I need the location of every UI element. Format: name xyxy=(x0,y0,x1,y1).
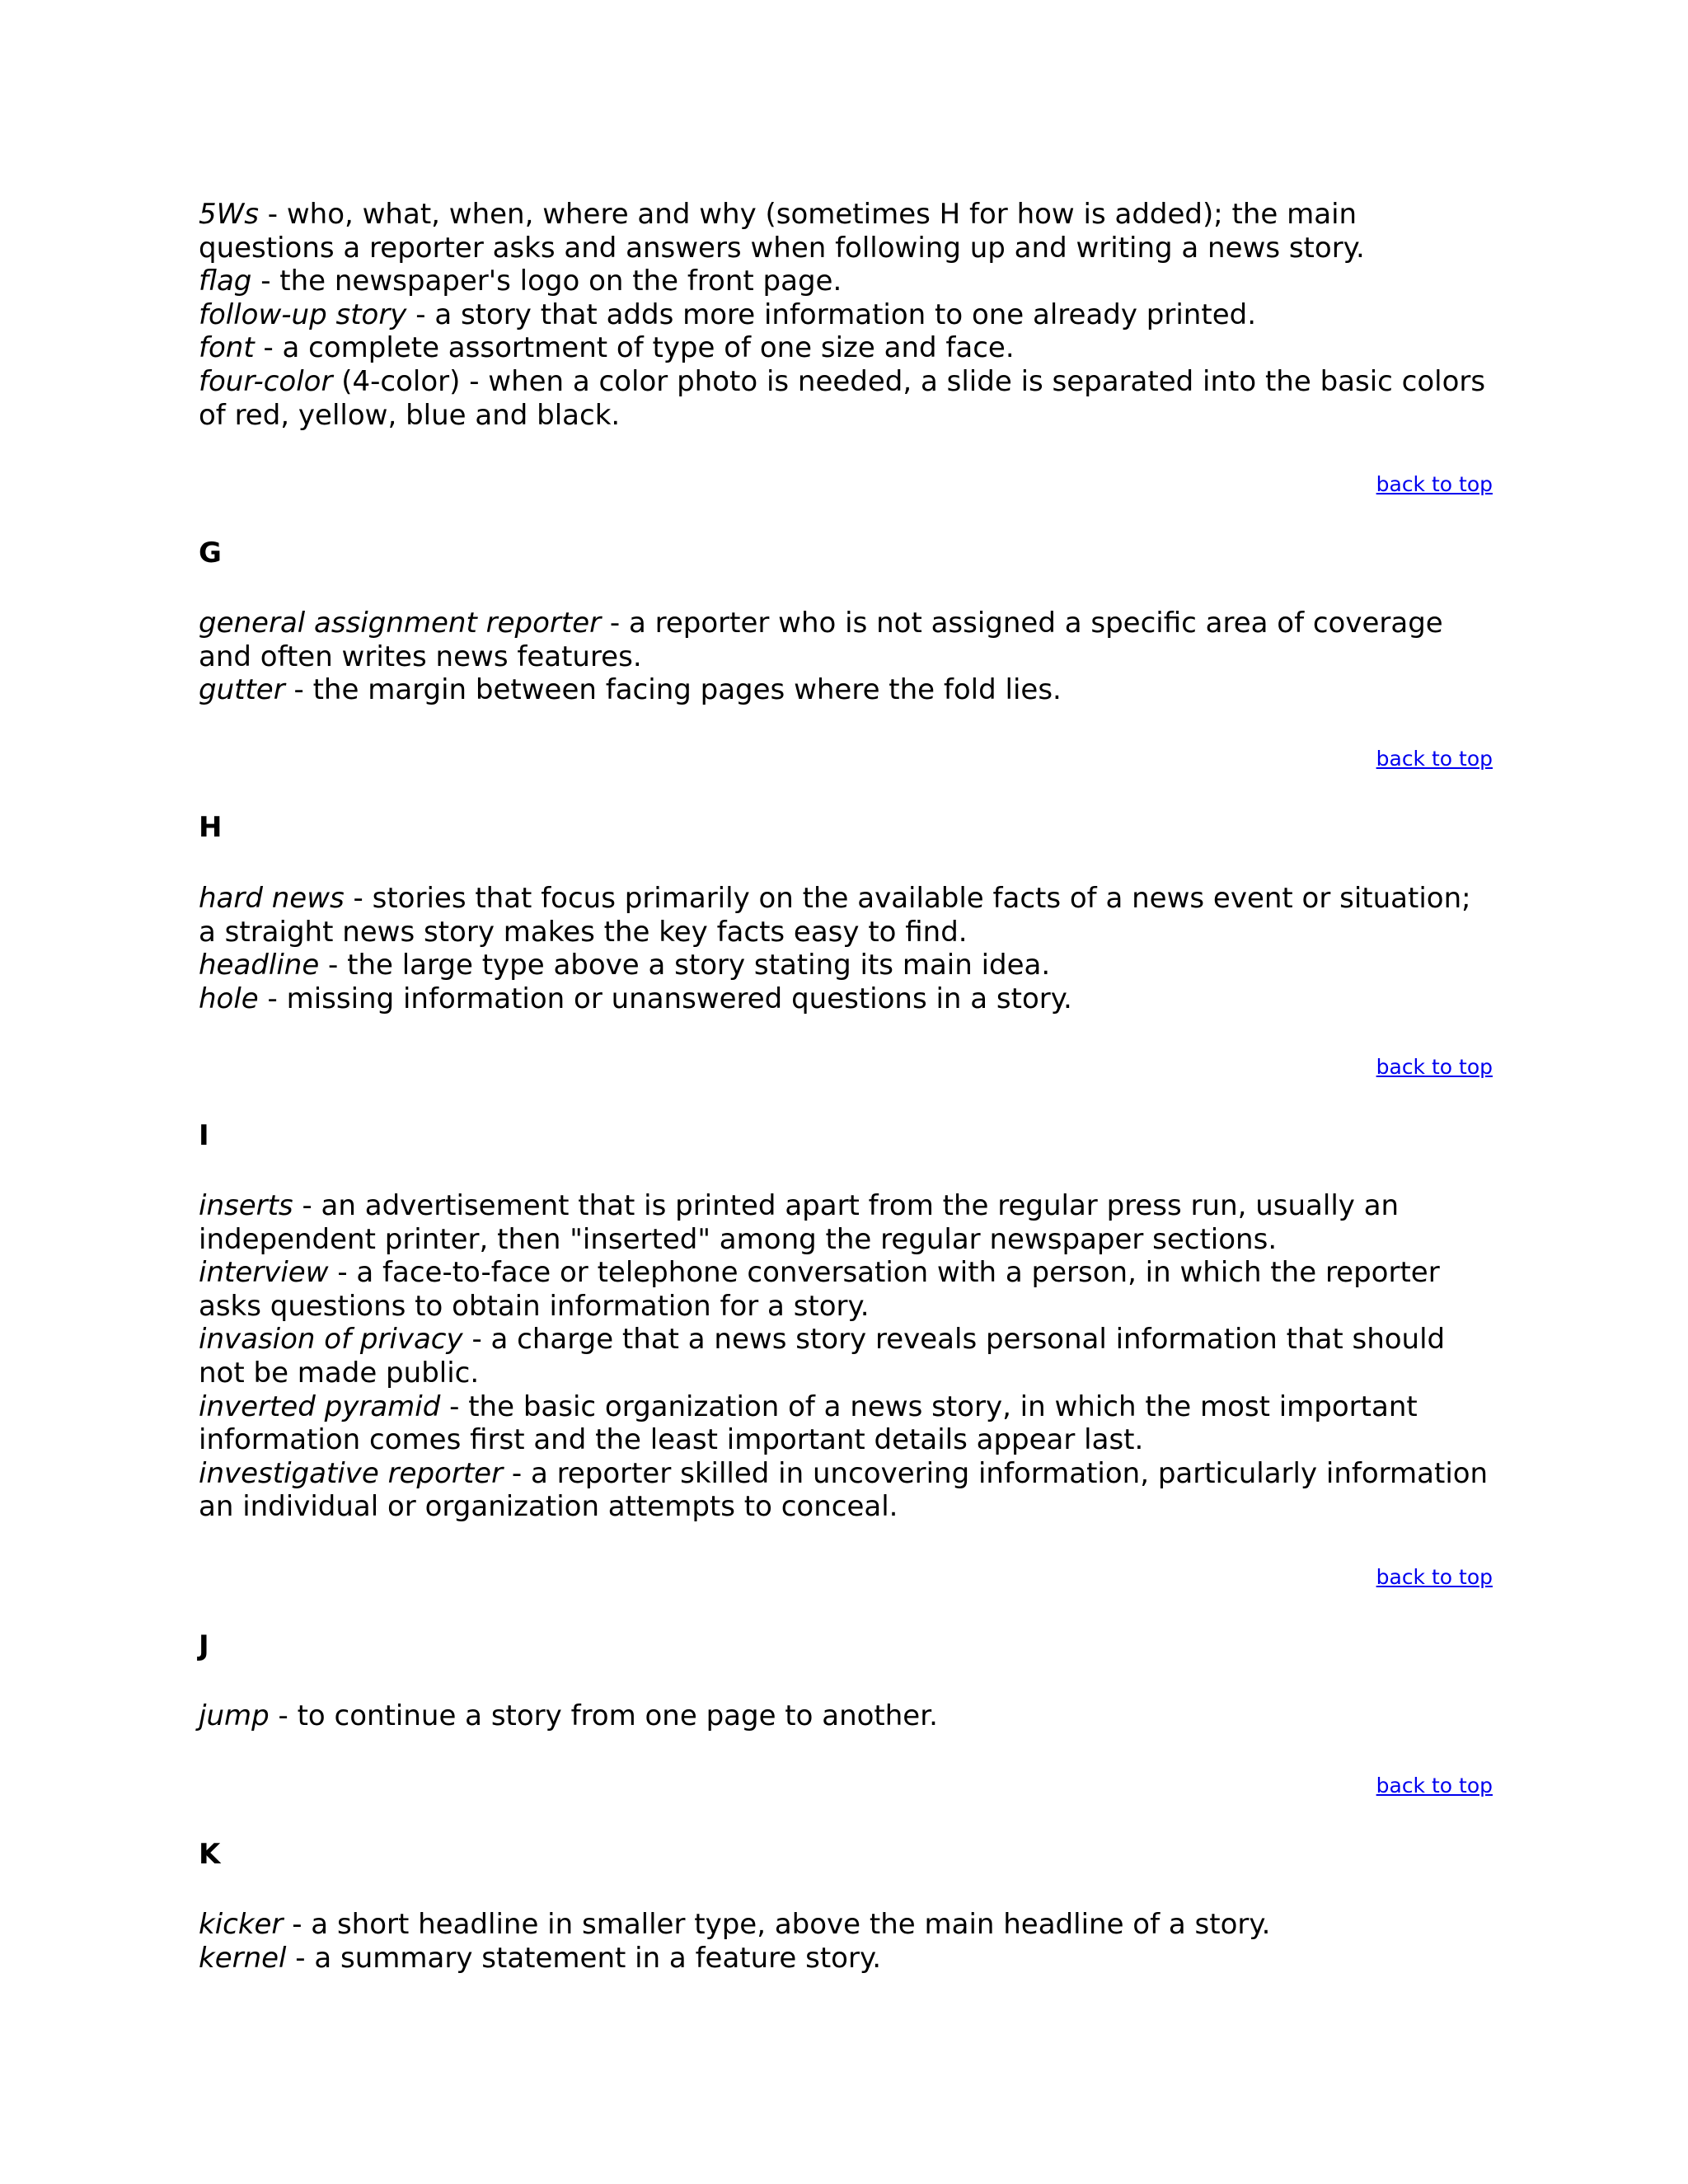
section-k-entries xyxy=(199,1908,1493,1975)
glossary-entry-kernel xyxy=(199,1942,1493,1975)
back-to-top-link[interactable]: back to top xyxy=(1376,472,1493,496)
glossary-term: inverted pyramid xyxy=(199,1390,441,1423)
glossary-definition: - the newspaper's logo on the front page. xyxy=(251,265,842,298)
section-heading-j: J xyxy=(199,1629,209,1662)
glossary-entry-jump xyxy=(199,1699,1493,1733)
glossary-entry-hard-news xyxy=(199,882,1493,949)
section-heading-h: H xyxy=(199,811,223,844)
glossary-definition: - a face-to-face or telephone conversation with a person, in which the reporter asks questions to obtain information for a story. xyxy=(199,1256,1440,1323)
glossary-entry-gutter xyxy=(199,673,1493,707)
glossary-definition: - the large type above a story stating its main idea. xyxy=(319,949,1051,982)
glossary-term: four-color xyxy=(199,364,333,398)
glossary-term: headline xyxy=(199,949,320,982)
glossary-entry-investigative-reporter xyxy=(199,1457,1493,1524)
glossary-term: flag xyxy=(199,265,252,298)
glossary-term: inserts xyxy=(199,1189,293,1222)
glossary-term: general assignment reporter xyxy=(199,607,602,640)
glossary-term: invasion of privacy xyxy=(199,1323,463,1357)
section-h-entries xyxy=(199,882,1493,1015)
back-to-top-link[interactable]: back to top xyxy=(1376,1565,1493,1589)
glossary-term: follow-up story xyxy=(199,298,407,331)
glossary-entry-kicker xyxy=(199,1908,1493,1942)
glossary-definition: - the basic organization of a news story, in which the most important information comes first and the least important details appear last. xyxy=(199,1390,1418,1457)
glossary-definition: - a short headline in smaller type, above the main headline of a story. xyxy=(283,1908,1271,1941)
section-heading-k: K xyxy=(199,1838,221,1871)
glossary-entry-follow-up-story xyxy=(199,298,1493,332)
glossary-term: jump xyxy=(199,1699,270,1732)
glossary-entry-5ws xyxy=(199,198,1493,265)
glossary-definition: (4-color) - when a color photo is needed, a slide is separated into the basic colors of red, yellow, blue and black. xyxy=(199,364,1486,432)
glossary-definition: - who, what, when, where and why (sometimes H for how is added); the main questions a reporter asks and answers when following up and writing a news story. xyxy=(199,198,1365,265)
section-g-entries xyxy=(199,607,1493,707)
glossary-term: gutter xyxy=(199,673,285,707)
glossary-term: kernel xyxy=(199,1941,287,1975)
glossary-term: 5Ws xyxy=(199,198,259,231)
glossary-entry-inverted-pyramid xyxy=(199,1390,1493,1457)
glossary-term: hard news xyxy=(199,882,345,915)
glossary-definition: - missing information or unanswered questions in a story. xyxy=(258,982,1072,1015)
glossary-definition: - an advertisement that is printed apart from the regular press run, usually an independent printer, then "inserted" among the regular newspaper sections. xyxy=(199,1189,1400,1256)
glossary-definition: - to continue a story from one page to another. xyxy=(269,1699,938,1732)
section-heading-i: I xyxy=(199,1119,209,1152)
glossary-definition: - a reporter skilled in uncovering information, particularly information an individual or organization attempts to conceal. xyxy=(199,1456,1489,1524)
glossary-definition: - a reporter who is not assigned a specific area of coverage and often writes news features. xyxy=(199,607,1443,673)
glossary-definition: - a story that adds more information to one already printed. xyxy=(406,298,1256,331)
glossary-entry-invasion-of-privacy xyxy=(199,1323,1493,1390)
glossary-definition: - the margin between facing pages where the fold lies. xyxy=(284,673,1062,707)
back-to-top-link[interactable]: back to top xyxy=(1376,1774,1493,1797)
glossary-definition: - a summary statement in a feature story. xyxy=(286,1941,882,1975)
section-j-entries xyxy=(199,1699,1493,1733)
back-to-top-link[interactable]: back to top xyxy=(1376,747,1493,771)
glossary-term: hole xyxy=(199,982,259,1015)
glossary-entry-flag xyxy=(199,265,1493,298)
glossary-term: font xyxy=(199,331,255,365)
glossary-entry-inserts xyxy=(199,1189,1493,1256)
glossary-term: interview xyxy=(199,1256,329,1290)
glossary-entry-general-assignment-reporter xyxy=(199,607,1493,673)
glossary-entry-four-color xyxy=(199,365,1493,432)
glossary-definition: - a complete assortment of type of one size and face. xyxy=(254,331,1015,365)
section-heading-g: G xyxy=(199,537,222,569)
section-i-entries xyxy=(199,1189,1493,1524)
glossary-entry-interview xyxy=(199,1256,1493,1323)
back-to-top-link[interactable]: back to top xyxy=(1376,1055,1493,1079)
glossary-definition: - stories that focus primarily on the available facts of a news event or situation; a straight news story makes the key facts easy to find. xyxy=(199,882,1471,949)
glossary-entry-headline xyxy=(199,949,1493,982)
glossary-term: kicker xyxy=(199,1908,284,1941)
section-f-entries xyxy=(199,198,1493,432)
glossary-term: investigative reporter xyxy=(199,1456,504,1490)
glossary-definition: - a charge that a news story reveals personal information that should not be made public. xyxy=(199,1323,1446,1390)
glossary-entry-hole xyxy=(199,982,1493,1016)
glossary-entry-font xyxy=(199,331,1493,365)
